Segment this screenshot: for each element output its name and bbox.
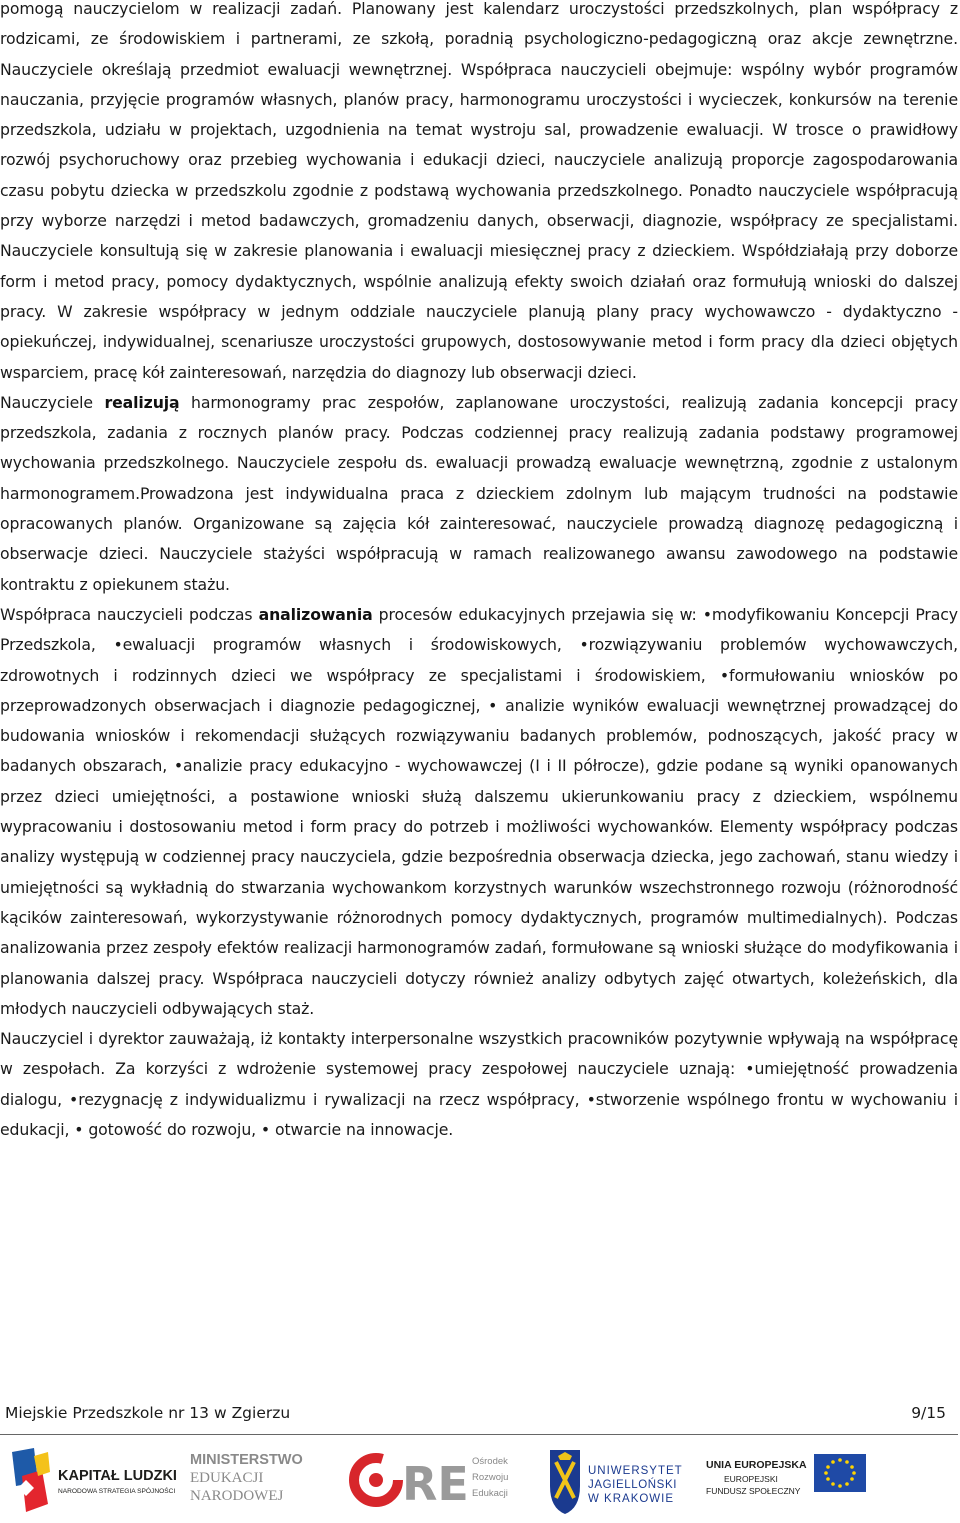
footer-school-name: Miejskie Przedszkole nr 13 w Zgierzu: [5, 1404, 291, 1422]
svg-text:JAGIELLOŃSKI: JAGIELLOŃSKI: [588, 1479, 678, 1491]
eu-logo: [704, 1442, 870, 1520]
paragraph-2-post: harmonogramy prac zespołów, zaplanowane uroczystości, realizują zadania koncepcji pracy przedszkola, zadania z rocznych planów pracy. Podczas codziennej pracy realizują zadania podstawy programowej wychowania przedszkolnego. Nauczyciele zespołu ds. ewaluacji prowadzą ewaluacje wewnętrzną, zgodnie z ustalonym harmonogramem.Prowadzona jest indywidualna praca z dzieckiem zdolnym lub mającym trudności na podstawie opracowanych planów. Organizowane są zajęcia kół zainteresować, nauczyciele prowadzą diagnozę pedagogiczną i obserwacje dzieci. Nauczyciele stażyści współpracują w ramach realizowanego awansu zawodowego na podstawie kontraktu z opiekunem stażu.: [0, 392, 958, 594]
paragraph-4: [0, 1024, 958, 1145]
svg-text:FUNDUSZ SPOŁECZNY: FUNDUSZ SPOŁECZNY: [706, 1486, 801, 1496]
svg-text:UNIWERSYTET: UNIWERSYTET: [588, 1465, 683, 1477]
uj-logo: [546, 1442, 686, 1520]
men-logo: [186, 1442, 312, 1520]
footer-page-number: 9/15: [911, 1404, 946, 1422]
paragraph-1: [0, 0, 958, 388]
paragraph-3: [0, 600, 958, 1024]
paragraph-2: [0, 388, 958, 600]
svg-text:UNIA EUROPEJSKA: UNIA EUROPEJSKA: [706, 1459, 807, 1471]
kapital-ludzki-logo: [8, 1442, 180, 1520]
svg-text:RE: RE: [402, 1457, 469, 1511]
svg-text:MINISTERSTWO: MINISTERSTWO: [190, 1452, 303, 1468]
paragraph-3-pre: Współpraca nauczycieli podczas: [0, 604, 259, 624]
paragraph-4-text: Nauczyciel i dyrektor zauważają, iż kontakty interpersonalne wszystkich pracowników pozytywnie wpływają na współpracę w zespołach. Za korzyści z wdrożenie systemowej pracy zespołowej nauczyciele uznają: •umiejętność prowadzenia dialogu, •rezygnację z indywidualizmu i rywalizacji na rzecz współpracy, •stworzenie wspólnego frontu w wychowaniu i edukacji, • gotowość do rozwoju, • otwarcie na innowacje.: [0, 1029, 958, 1139]
paragraph-3-post: procesów edukacyjnych przejawia się w: •modyfikowaniu Koncepcji Pracy Przedszkola, •ewaluacji programów własnych i środowiskowych, •rozwiązywaniu problemów wychowawczych, zdrowotnych i rodzinnych dzieci we współpracy ze specjalistami i środowiskiem, •formułowaniu wniosków po przeprowadzonych obserwacjach i diagnozie pedagogicznej, • analizie wyników ewaluacji wewnętrznej prowadzącej do budowania wniosków i rekomendacji służących rozwiązywaniu badanych problemów, podnoszących, jakość pracy w badanych obszarach, •analizie pracy edukacyjno - wychowawczej (I i II półrocze), gdzie podane są wyniki opanowanych przez dzieci umiejętności, a postawione wnioski służą dalszemu ukierunkowaniu pracy z dzieckiem, wspólnemu wypracowaniu i dostosowaniu metod i form pracy do potrzeb i możliwości wychowanków. Elementy współpracy podczas analizy występują w codziennej pracy nauczyciela, gdzie bezpośrednia obserwacja dziecka, jego zachowań, stanu wiedzy i umiejętności są wykładnią do stwarzania wychowankom korzystnych warunków wszechstronnego rozwoju (różnorodność kącików zainteresowań, wykorzystywanie różnorodnych pomocy dydaktycznych, programów multimedialnych). Podczas analizowania przez zespoły efektów realizacji harmonogramów zadań, formułowane są wnioski służące do modyfikowania i planowania dalszej pracy. Współpraca nauczycieli dotyczy również analizy odbytych zajęć otwartych, koleżeńskich, dla młodych nauczycieli odbywających staż.: [0, 604, 958, 1018]
svg-text:Rozwoju: Rozwoju: [472, 1472, 509, 1483]
paragraph-2-pre: Nauczyciele: [0, 392, 105, 412]
ore-logo: [344, 1442, 524, 1520]
svg-text:Edukacji: Edukacji: [472, 1488, 508, 1499]
svg-text:NARODOWEJ: NARODOWEJ: [190, 1488, 284, 1504]
paragraph-3-bold: analizowania: [258, 604, 373, 624]
svg-text:EDUKACJI: EDUKACJI: [190, 1470, 264, 1486]
svg-text:NARODOWA STRATEGIA SPÓJNOŚCI: NARODOWA STRATEGIA SPÓJNOŚCI: [58, 1488, 176, 1495]
paragraph-2-bold: realizują: [104, 392, 180, 412]
svg-text:Ośrodek: Ośrodek: [472, 1456, 508, 1467]
page-footer: [5, 1400, 946, 1426]
funding-logo-strip: [0, 1442, 960, 1520]
svg-text:KAPITAŁ LUDZKI: KAPITAŁ LUDZKI: [58, 1468, 177, 1484]
svg-text:EUROPEJSKI: EUROPEJSKI: [724, 1474, 778, 1484]
svg-text:W KRAKOWIE: W KRAKOWIE: [588, 1493, 675, 1505]
paragraph-1-text: pomogą nauczycielom w realizacji zadań. Planowany jest kalendarz uroczystości przedszkolnych, plan współpracy z rodzicami, ze środowiskiem i partnerami, ze szkołą, poradnią psychologiczno-pedagogiczną oraz akcje zewnętrzne. Nauczyciele określają przedmiot ewaluacji wewnętrznej. Współpraca nauczycieli obejmuje: wspólny wybór programów nauczania, przyjęcie programów własnych, planów pracy, harmonogramu uroczystości i wycieczek, konkursów na terenie przedszkola, udziału w projektach, uzgodnienia na temat wystroju sal, prowadzenie ewaluacji. W trosce o prawidłowy rozwój psychoruchowy oraz przebieg wychowania i edukacji dzieci, nauczyciele analizują proporcje zagospodarowania czasu pobytu dziecka w przedszkolu zgodnie z podstawą wychowania przedszkolnego. Ponadto nauczyciele współpracują przy wyborze narzędzi i metod badawczych, gromadzeniu danych, obserwacji, diagnozie, współpracy ze specjalistami. Nauczyciele konsultują się w zakresie planowania i ewaluacji miesięcznej pracy z dzieckiem. Współdziałają przy doborze form i metod pracy, pomocy dydaktycznych, wspólnie analizują efekty swoich działań oraz formułują wnioski do dalszej pracy. W zakresie współpracy w jednym oddziale nauczyciele planują plany pracy wychowawczo - dydaktyczno - opiekuńczej, indywidualnej, scenariusze uroczystości grupowych, dostosowywanie metod i form pracy dla dzieci objętych wsparciem, pracę kół zainteresowań, narzędzia do diagnozy lub obserwacji dzieci.: [0, 0, 958, 382]
footer-divider: [0, 1434, 958, 1435]
